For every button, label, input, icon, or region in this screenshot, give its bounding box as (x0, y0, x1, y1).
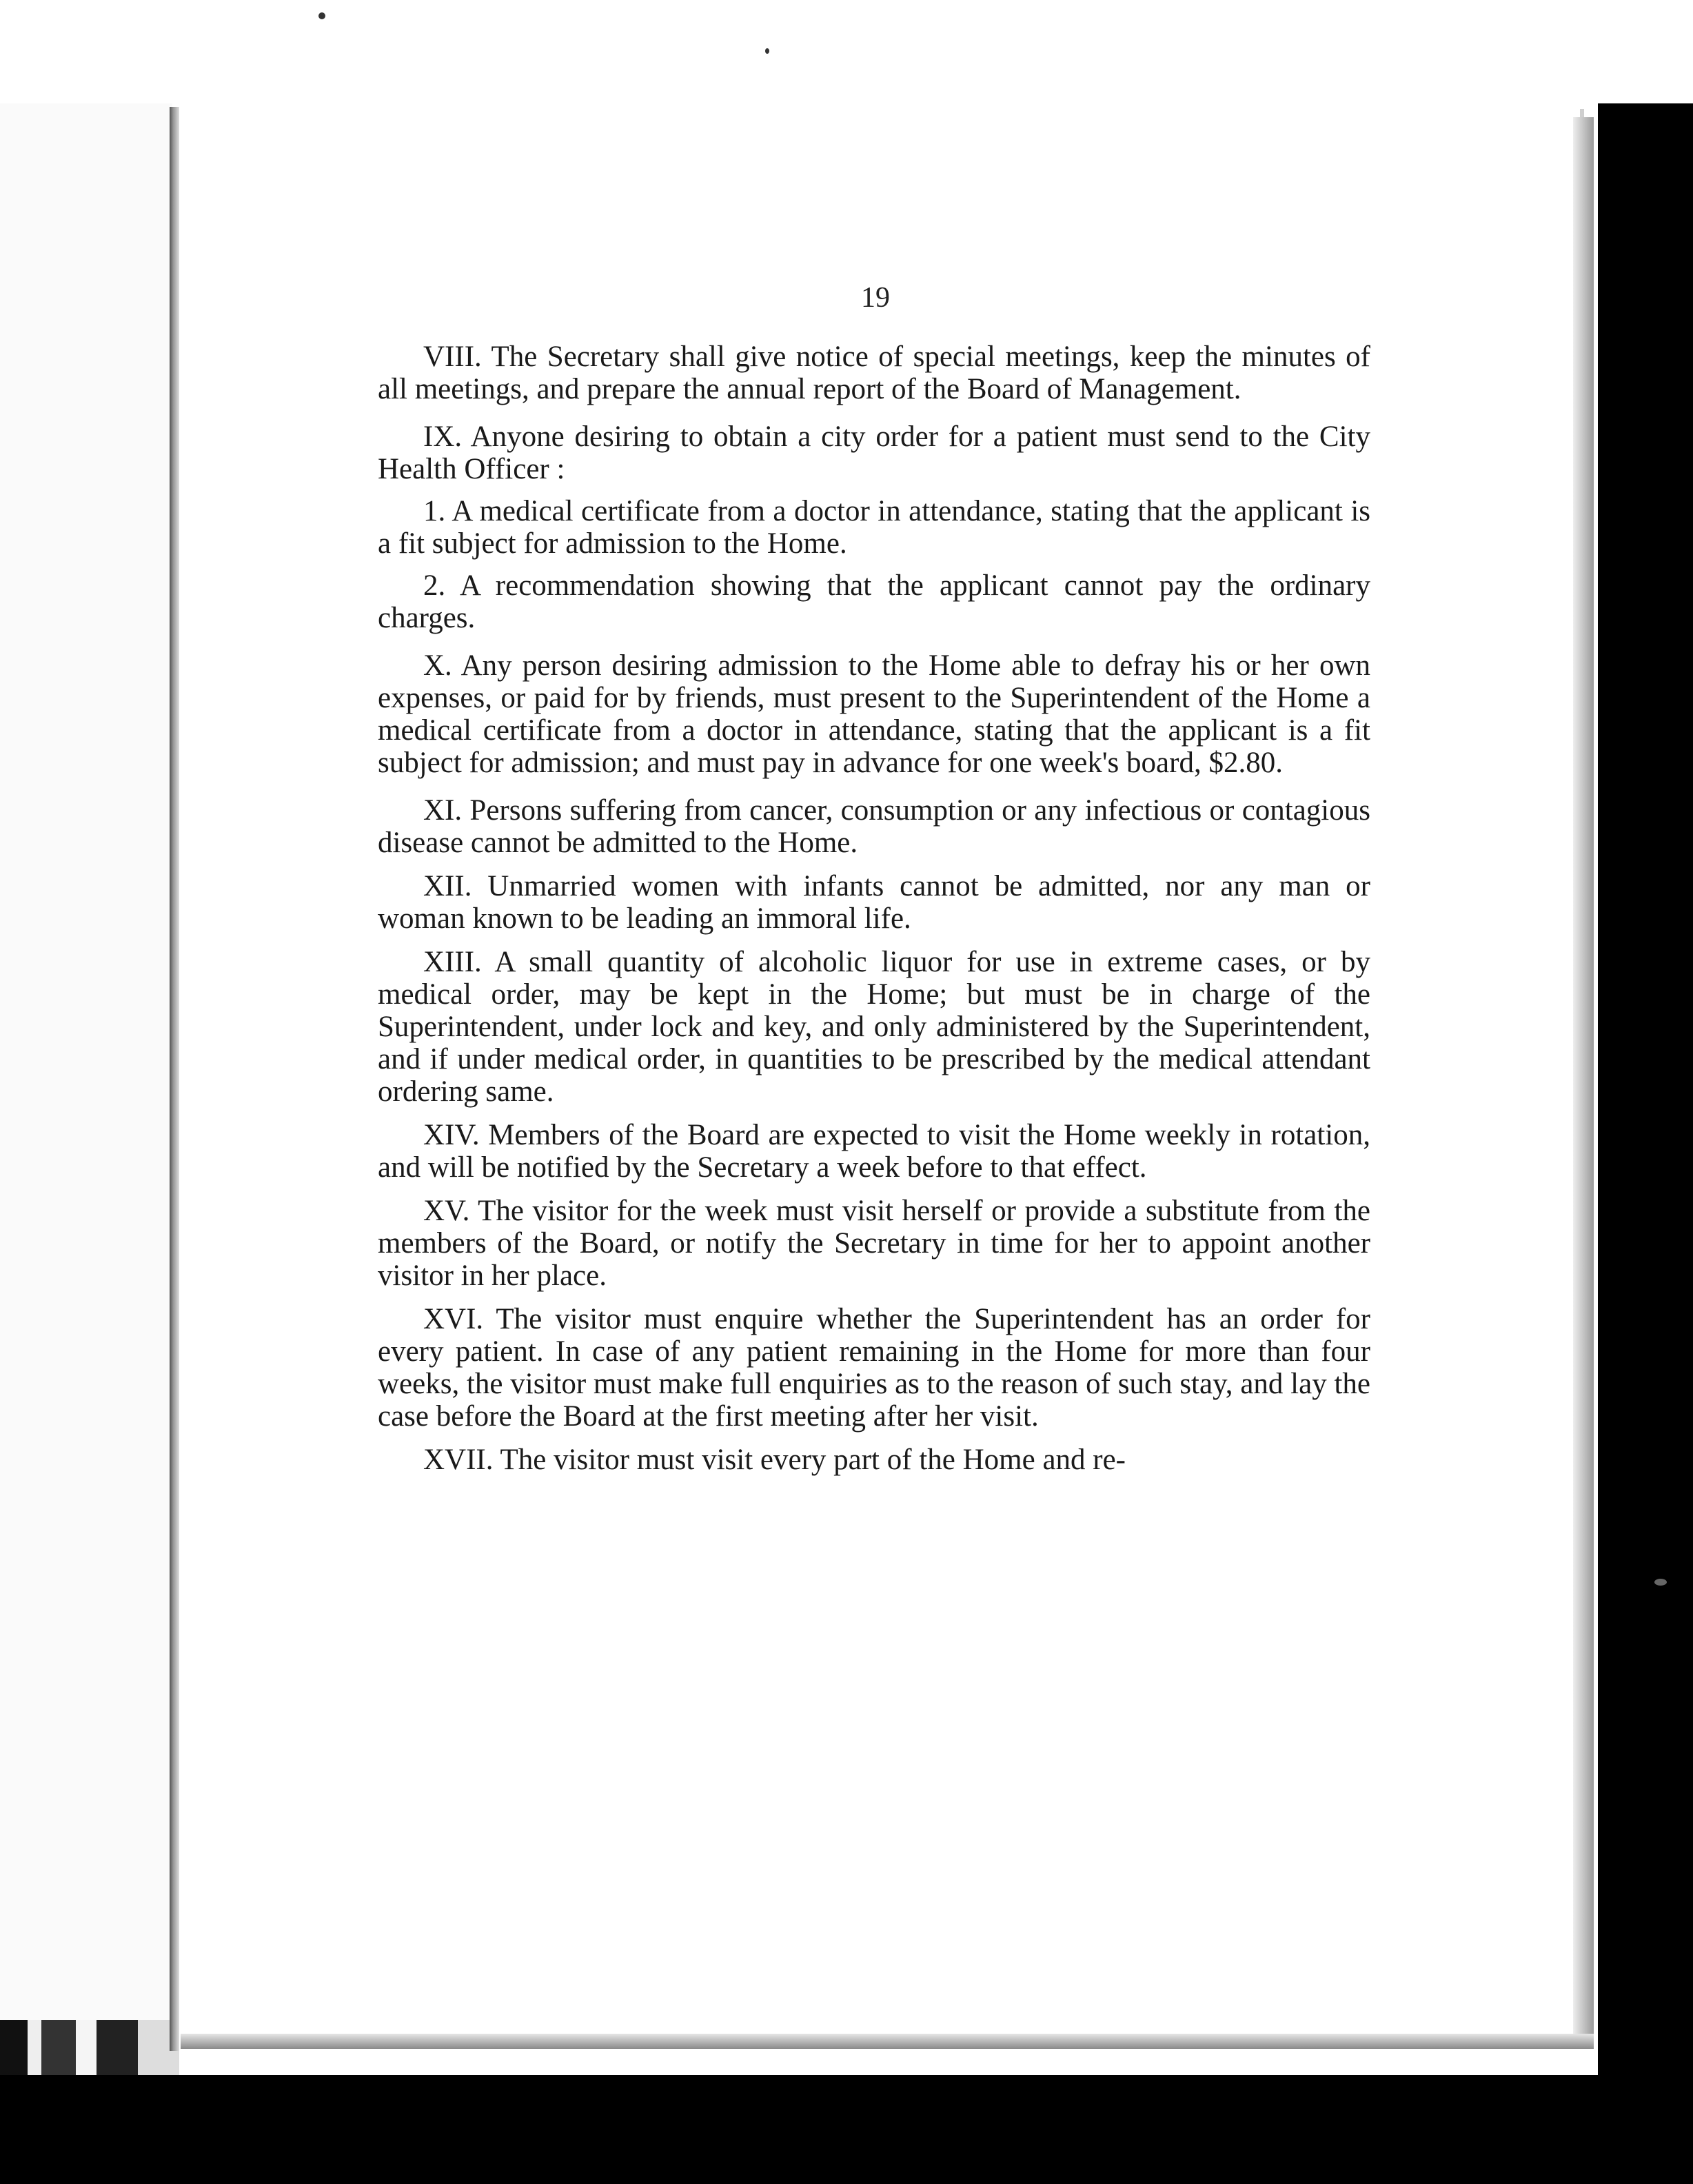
page-number: 19 (861, 282, 890, 314)
dust-speck (1654, 1579, 1667, 1586)
body-text (378, 341, 1370, 1487)
rule-xv: XV. The visitor for the week must visit herself or provide a substitute from the members of the Board, or notify the Secretary in time for her to appoint another visitor in her place. (378, 1195, 1370, 1292)
rule-xii: XII. Unmarried women with infants cannot be admitted, nor any man or woman known to be leading an immoral life. (378, 870, 1370, 935)
facing-page-edge (0, 103, 172, 2020)
rule-xiii: XIII. A small quantity of alcoholic liquor for use in extreme cases, or by medical order, may be kept in the Home; but must be in charge of the Superintendent, under lock and key, and only administered by the Superintendent, and if under medical order, in quantities to be prescribed by the medical attendant ordering same. (378, 946, 1370, 1108)
rule-xiv: XIV. Members of the Board are expected to visit the Home weekly in rotation, and will be notified by the Secretary a week before to that effect. (378, 1119, 1370, 1184)
page-right-edge (1573, 117, 1594, 2041)
rule-xi: XI. Persons suffering from cancer, consumption or any infectious or contagious disease cannot be admitted to the Home. (378, 794, 1370, 859)
film-margin-bottom (0, 2075, 1693, 2184)
facing-page-bottom-strip (0, 2020, 179, 2075)
rule-ix: IX. Anyone desiring to obtain a city order for a patient must send to the City Health Officer : (378, 421, 1370, 485)
film-margin-right (1598, 103, 1693, 2075)
rule-ix-item-2: 2. A recommendation showing that the applicant cannot pay the ordinary charges. (378, 569, 1370, 634)
rule-ix-item-1: 1. A medical certificate from a doctor in attendance, stating that the applicant is a fit subject for admission to the Home. (378, 495, 1370, 560)
rule-viii: VIII. The Secretary shall give notice of special meetings, keep the minutes of all meetings, and prepare the annual report of the Board of Management. (378, 341, 1370, 405)
rule-xvii: XVII. The visitor must visit every part of the Home and re- (423, 1444, 1126, 1476)
rule-x: X. Any person desiring admission to the Home able to defray his or her own expenses, or paid for by friends, must present to the Superintendent of the Home a medical certificate from a doctor in attendance, stating that the applicant is a fit subject for admission; and must pay in advance for one week's board, $2.80. (378, 649, 1370, 779)
page-bottom-edge (181, 2034, 1594, 2049)
dust-speck (765, 48, 769, 54)
rule-xvi: XVI. The visitor must enquire whether the Superintendent has an order for every patient. In case of any patient remaining in the Home for more than four weeks, the visitor must make full enquiries as to the reason of such stay, and lay the case before the Board at the first meeting after her visit. (378, 1303, 1370, 1433)
book-gutter (170, 107, 179, 2051)
film-margin-top (0, 0, 1693, 107)
dust-speck (318, 12, 325, 19)
